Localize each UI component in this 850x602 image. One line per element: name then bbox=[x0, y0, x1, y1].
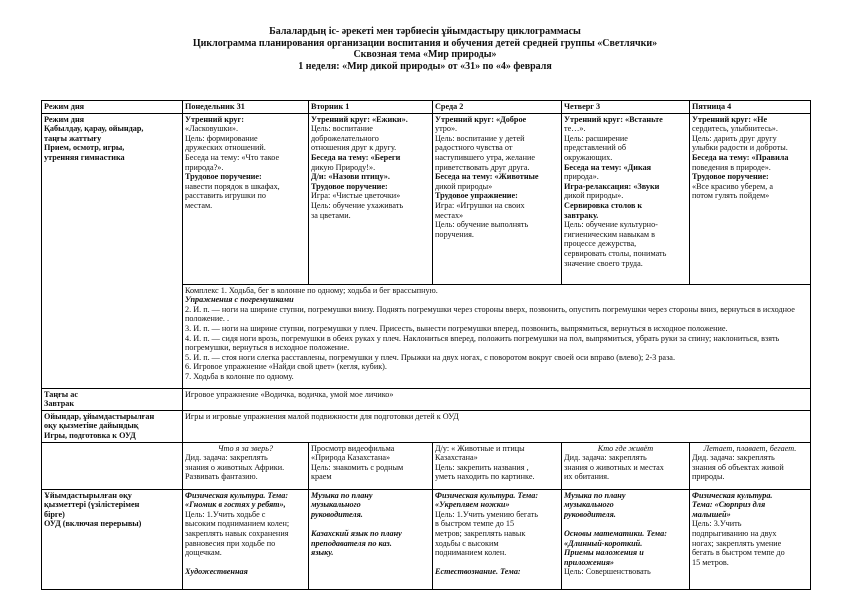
morning-tuesday: Утренний круг: «Ежики». Цель: воспитание доброжелательного отношения друг к другу. Беседа на тему: «Береги дикую Природу!». Д/и: «Назови птицу». Трудовое поручение: Игра: «Чистые цветочки» Цель: обучение ухаживать за цветами. bbox=[309, 113, 433, 284]
oud-wednesday: Физическая культура. Тема: «Укрепляем ножки» Цель: 1.Учить умению бегать в быстром темпе до 15 метров; закреплять навык ходьбы с высоким подниманием колен. Естествознание. Тема: bbox=[433, 489, 562, 589]
oud-row bbox=[42, 489, 811, 589]
gymnastics-complex: Комплекс 1. Ходьба, бег в колонне по одному; ходьба и бег врассыпную. Упражнения с погремушками 2. И. п. — ноги на ширине ступни, погремушки внизу. Поднять погремушки через стороны вверх, позвонить, опустить погремушки через стороны вниз, вернуться в исходное положение. . 3. И. п. — ноги на ширине ступни, погремушки у плеч. Присесть, вынести погремушки вперед, позвонить, выпрямиться, вернуться в исходное положение. 4. И. п. — сидя ноги врозь, погремушки в обеих руках у плеч. Наклониться вперед, положить погремушки на пол, выпрямиться, убрать руки за спину; наклониться, взять погремушки, вернуться в исходное положение. 5. И. п. — стоя ноги слегка расставлены, погремушки у плеч. Прыжки на двух ногах, с поворотом вокруг своей оси вправо (влево); 2-3 раза. 6. Игровое упражнение «Найди свой цвет» (кегля, кубик). 7. Ходьба в колонне по одному. bbox=[183, 284, 811, 388]
prep-label: Ойындар, ұйымдастырылған оқу қызметіне дайындық Игры, подготовка к ОУД bbox=[42, 410, 183, 442]
morning-label: Режим дня Қабылдау, қарау, ойындар, таңғы жаттығу Прием, осмотр, игры, утренняя гимнастика bbox=[42, 113, 183, 388]
games-label bbox=[42, 442, 183, 489]
morning-thursday: Утренний круг: «Встаньте те…». Цель: расширение представлений об окружающих. Беседа на тему: «Дикая природа». Игра-релаксация: «Звуки дикой природы». Сервировка столов к завтраку. Цель: обучение культурно- гигиеническим навыкам в процессе дежурства, сервировать столы, понимать значение своего труда. bbox=[562, 113, 690, 284]
header-theme: Сквозная тема «Мир природы» bbox=[353, 49, 497, 60]
morning-row bbox=[42, 113, 811, 284]
header-title-ru: Циклограмма планирования организации воспитания и обучения детей средней группы «Светлячки» bbox=[192, 37, 658, 49]
document-header bbox=[0, 26, 850, 72]
oud-friday: Физическая культура. Тема: «Сюрприз для малышей» Цель: 3.Учить подпрыгиванию на двух ногах; закреплять умение бегать в быстром темпе до 15 метров. bbox=[690, 489, 811, 589]
morning-monday: Утренний круг: «Ласковушки». Цель: формирование дружеских отношений. Беседа на тему: «Что такое природа?». Трудовое поручение: навести порядок в шкафах, расставить игрушки по местам. bbox=[183, 113, 309, 284]
oud-tuesday: Музыка по плану музыкального руководителя. Казахский язык по плану преподавателя по каз. языку. bbox=[309, 489, 433, 589]
table-header-row bbox=[42, 101, 811, 114]
games-friday: Летает, плавает, бегает. Дид. задача: закреплять знания об объектах живой природы. bbox=[690, 442, 811, 489]
col-header-wednesday: Среда 2 bbox=[433, 101, 562, 114]
games-monday: Что я за зверь? Дид. задача: закреплять знания о животных Африки. Развивать фантазию. bbox=[183, 442, 309, 489]
oud-thursday: Музыка по плану музыкального руководителя. Основы математики. Тема: «Длинный-короткий. Приемы наложения и приложения» Цель: Совершенствовать bbox=[562, 489, 690, 589]
breakfast-row bbox=[42, 388, 811, 410]
col-header-friday: Пятница 4 bbox=[690, 101, 811, 114]
breakfast-label: Таңғы ас Завтрак bbox=[42, 388, 183, 410]
games-thursday: Кто где живёт Дид. задача: закреплять знания о животных и местах их обитания. bbox=[562, 442, 690, 489]
cyclogram-table bbox=[41, 100, 811, 590]
col-header-monday: Понедельник 31 bbox=[183, 101, 309, 114]
prep-text: Игры и игровые упражнения малой подвижности для подготовки детей к ОУД bbox=[183, 410, 811, 442]
breakfast-text: Игровое упражнение «Водичка, водичка, умой мое личико» bbox=[183, 388, 811, 410]
oud-label: Ұйымдастырылған оқу қызметтері (үзілістерімен бірге) ОУД (включая перерывы) bbox=[42, 489, 183, 589]
oud-monday: Физическая культура. Тема: «Гномик в гостях у ребят», Цель: 1.Учить ходьбе с высоким подниманием колен; закреплять навык сохранения равновесия при ходьбе по дощечкам. Художественная bbox=[183, 489, 309, 589]
prep-row bbox=[42, 410, 811, 442]
games-wednesday: Д/у: « Животные и птицы Казахстана» Цель: закрепить названия , уметь находить по картинке. bbox=[433, 442, 562, 489]
games-tuesday: Просмотр видеофильма «Природа Казахстана» Цель: знакомить с родным краем bbox=[309, 442, 433, 489]
col-header-regime: Режим дня bbox=[42, 101, 183, 114]
header-week: 1 неделя: «Мир дикой природы» от «31» по «4» февраля bbox=[298, 60, 552, 72]
col-header-tuesday: Вторник 1 bbox=[309, 101, 433, 114]
games-row bbox=[42, 442, 811, 489]
col-header-thursday: Четверг 3 bbox=[562, 101, 690, 114]
morning-friday: Утренний круг: «Не сердитесь, улыбнитесь». Цель: дарить друг другу улыбки радости и доброты. Беседа на тему: «Правила поведения в природе». Трудовое поручение: «Все красиво уберем, а потом гулять пойдем» bbox=[690, 113, 811, 284]
header-title-kz: Балалардың іс- әрекеті мен тәрбиесін ұйымдастыру циклограммасы bbox=[269, 26, 581, 37]
morning-wednesday: Утренний круг: «Доброе утро». Цель: воспитание у детей радостного чувства от наступившего утра, желание приветствовать друг друга. Беседа на тему: «Животные дикой природы» Трудовое упражнение: Игра: «Игрушки на своих местах» Цель: обучение выполнять поручения. bbox=[433, 113, 562, 284]
